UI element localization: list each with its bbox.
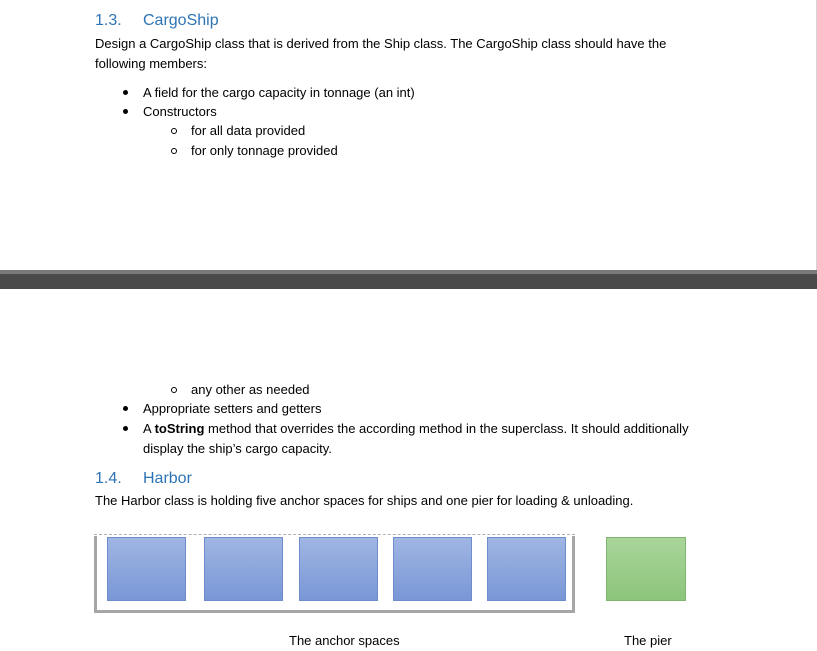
code-term: toString [154,421,205,436]
bullet-icon [123,406,128,411]
section-title: Harbor [143,470,192,487]
anchor-space-3 [299,537,378,601]
bullet-icon [123,90,128,95]
section-heading-1-4 [95,470,192,488]
intro-paragraph [95,34,715,73]
anchor-space-5 [487,537,566,601]
circle-bullet-icon [171,148,177,154]
sub-item-tonnage-only: for only tonnage provided [191,141,338,161]
intro-line-1: Design a CargoShip class that is derived from the Ship class. The CargoShip class should have the [95,36,667,51]
circle-bullet-icon [171,128,177,134]
harbor-dashed-line [94,534,575,535]
anchor-space-2 [204,537,283,601]
pier-label: The pier [624,633,672,648]
intro-line-2: following members: [95,55,207,71]
list-item-tostring: A toString method that overrides the according method in the superclass. It should additionally display the ship’s cargo capacity. [143,419,743,458]
bullet-icon [123,109,128,114]
pier [606,537,686,601]
section-title: CargoShip [143,12,219,29]
section-number: 1.3. [95,12,122,29]
circle-bullet-icon [171,387,177,393]
anchor-spaces-label: The anchor spaces [289,633,400,648]
section-number: 1.4. [95,470,122,487]
page-break [0,270,817,289]
sub-item-other: any other as needed [191,380,310,400]
harbor-paragraph: The Harbor class is holding five anchor spaces for ships and one pier for loading & unloading. [95,493,634,508]
sub-item-all-data: for all data provided [191,121,305,141]
list-item-constructors: Constructors [143,102,217,122]
anchor-space-1 [107,537,186,601]
list-item-setters-getters: Appropriate setters and getters [143,399,322,419]
bullet-icon [123,426,128,431]
section-heading-1-3 [95,12,219,30]
anchor-space-4 [393,537,472,601]
document-page-1 [0,0,817,270]
list-item-cargo-field: A field for the cargo capacity in tonnage (an int) [143,83,415,103]
